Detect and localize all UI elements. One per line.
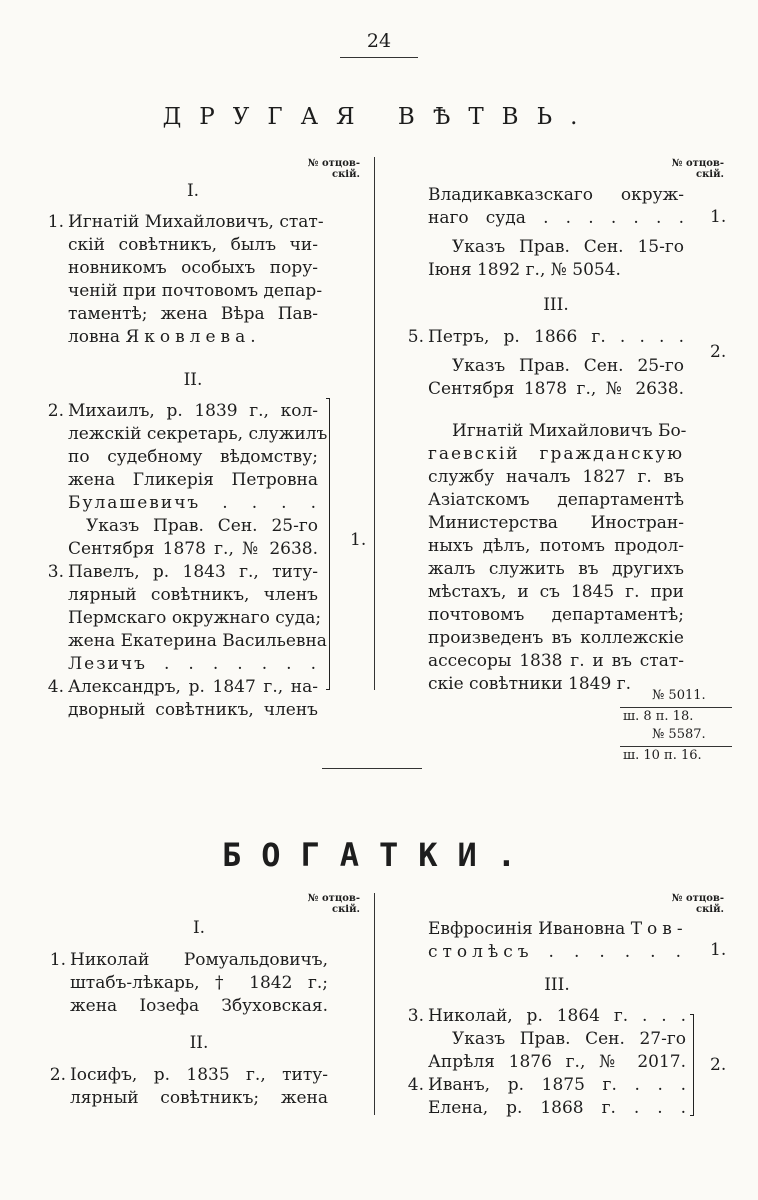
left-otc-number: 1. — [350, 530, 367, 550]
entry-line: гаевскій гражданскую — [428, 444, 684, 464]
entry-line: по судебному вѣдомству; — [68, 447, 318, 467]
entry-line: столѣсъ . . . . . . — [428, 942, 686, 962]
col-header-left-2: № отцов- скій. — [307, 893, 360, 915]
section-title-1: ДРУГАЯ ВѢТВЬ. — [162, 104, 596, 130]
page-number-rule — [340, 57, 418, 58]
column-divider — [374, 893, 375, 1115]
entry-line: Булашевичъ . . . . — [68, 493, 318, 513]
entry-line: таментѣ; жена Вѣра Пав- — [68, 304, 318, 324]
right-column-2 — [407, 918, 688, 1120]
entry-line: 4. Александръ, р. 1847 г., на- — [47, 677, 318, 697]
entry-line: дворный совѣтникъ, членъ — [68, 700, 318, 720]
entry-line: Сентября 1878 г., № 2638. — [68, 539, 318, 559]
reference-note: ш. 8 п. 18. — [623, 709, 694, 724]
column-divider — [374, 157, 375, 690]
entry-line: Пермскаго окружнаго суда; — [68, 608, 322, 628]
entry-line: Министерства Иностран- — [428, 513, 684, 533]
bracket — [326, 398, 330, 690]
reference-note: № 5011. — [652, 688, 706, 703]
entry-line: 1. Игнатій Михайловичъ, стат- — [47, 212, 324, 232]
entry-line: наго суда . . . . . . . — [428, 208, 684, 228]
entry-line: Лезичъ . . . . . . . — [68, 654, 318, 674]
section-heading: I. — [192, 918, 206, 938]
right-otc-number: 1. — [710, 940, 727, 960]
entry-line: почтовомъ департаментѣ; — [428, 605, 684, 625]
entry-line: 3. Николай, р. 1864 г. . . . — [407, 1006, 686, 1026]
right-column-1 — [407, 184, 687, 696]
col-header-left-1: № отцов- скій. — [307, 158, 360, 180]
col-header-right-2: № отцов- скій. — [671, 893, 724, 915]
col-header-right-1: № отцов- скій. — [671, 158, 724, 180]
entry-line: 3. Павелъ, р. 1843 г., титу- — [47, 562, 318, 582]
entry-line: ченій при почтовомъ депар- — [68, 281, 323, 301]
entry-line: произведенъ въ коллежскіе — [428, 628, 684, 648]
reference-rule — [620, 746, 732, 747]
reference-note: ш. 10 п. 16. — [623, 748, 702, 763]
section-heading: III. — [544, 975, 570, 995]
entry-line: Игнатій Михайловичъ Бо- — [452, 421, 687, 441]
entry-line: Іюня 1892 г., № 5054. — [428, 260, 621, 280]
entry-line: жена Іозефа Збуховская. — [70, 996, 328, 1016]
entry-line: Сентября 1878 г., № 2638. — [428, 379, 684, 399]
entry-line: жалъ служить въ другихъ — [428, 559, 684, 579]
page-number: 24 — [366, 30, 392, 52]
section-heading: II. — [189, 1033, 209, 1053]
entry-line: 5. Петръ, р. 1866 г. . . . . — [407, 327, 684, 347]
entry-line: 1. Николай Ромуальдовичъ, — [49, 950, 328, 970]
section-separator — [322, 768, 422, 769]
entry-line: Указъ Прав. Сен. 25-го — [452, 356, 684, 376]
entry-line: службу началъ 1827 г. въ — [428, 467, 684, 487]
entry-line: Владикавказскаго окруж- — [428, 185, 684, 205]
reference-note: № 5587. — [652, 727, 706, 742]
entry-line: Азіатскомъ департаментѣ — [428, 490, 684, 510]
entry-line: Указъ Прав. Сен. 25-го — [86, 516, 318, 536]
left-column-2 — [49, 917, 328, 1110]
section-title-2: БОГАТКИ. — [221, 836, 537, 874]
entry-line: лежскій секретарь, служилъ — [68, 424, 328, 444]
entry-line: Указъ Прав. Сен. 15-го — [452, 237, 684, 257]
entry-line: ассесоры 1838 г. и въ стат- — [428, 651, 684, 671]
reference-rule — [620, 707, 732, 708]
right-otc-number: 1. — [710, 207, 727, 227]
entry-line: Елена, р. 1868 г. . . . — [428, 1098, 686, 1118]
right-otc-number: 2. — [710, 1055, 727, 1075]
section-heading: I. — [186, 181, 200, 201]
entry-line: 4. Иванъ, р. 1875 г. . . . — [407, 1075, 686, 1095]
entry-line: штабъ-лѣкарь, † 1842 г.; — [70, 973, 328, 993]
bracket — [690, 1014, 694, 1116]
right-otc-number: 2. — [710, 342, 727, 362]
entry-line: лярный совѣтникъ, членъ — [68, 585, 318, 605]
left-column-1 — [47, 180, 328, 722]
section-heading: II. — [183, 370, 203, 390]
entry-line: Апрѣля 1876 г., № 2017. — [428, 1052, 686, 1072]
entry-line: лярный совѣтникъ; жена — [70, 1088, 328, 1108]
entry-line: Указъ Прав. Сен. 27-го — [452, 1029, 686, 1049]
entry-line: 2. Іосифъ, р. 1835 г., титу- — [49, 1065, 328, 1085]
entry-line: Евфросинія Ивановна Тов- — [428, 919, 688, 939]
entry-line: скіе совѣтники 1849 г. — [428, 674, 632, 694]
entry-line: ловна Яковлева. — [68, 327, 256, 347]
entry-line: мѣстахъ, и съ 1845 г. при — [428, 582, 684, 602]
entry-line: скій совѣтникъ, былъ чи- — [68, 235, 318, 255]
entry-line: ныхъ дѣлъ, потомъ продол- — [428, 536, 684, 556]
entry-line: 2. Михаилъ, р. 1839 г., кол- — [47, 401, 318, 421]
entry-line: жена Екатерина Васильевна — [68, 631, 327, 651]
entry-line: жена Гликерія Петровна — [68, 470, 318, 490]
entry-line: новникомъ особыхъ пору- — [68, 258, 318, 278]
section-heading: III. — [543, 295, 569, 315]
